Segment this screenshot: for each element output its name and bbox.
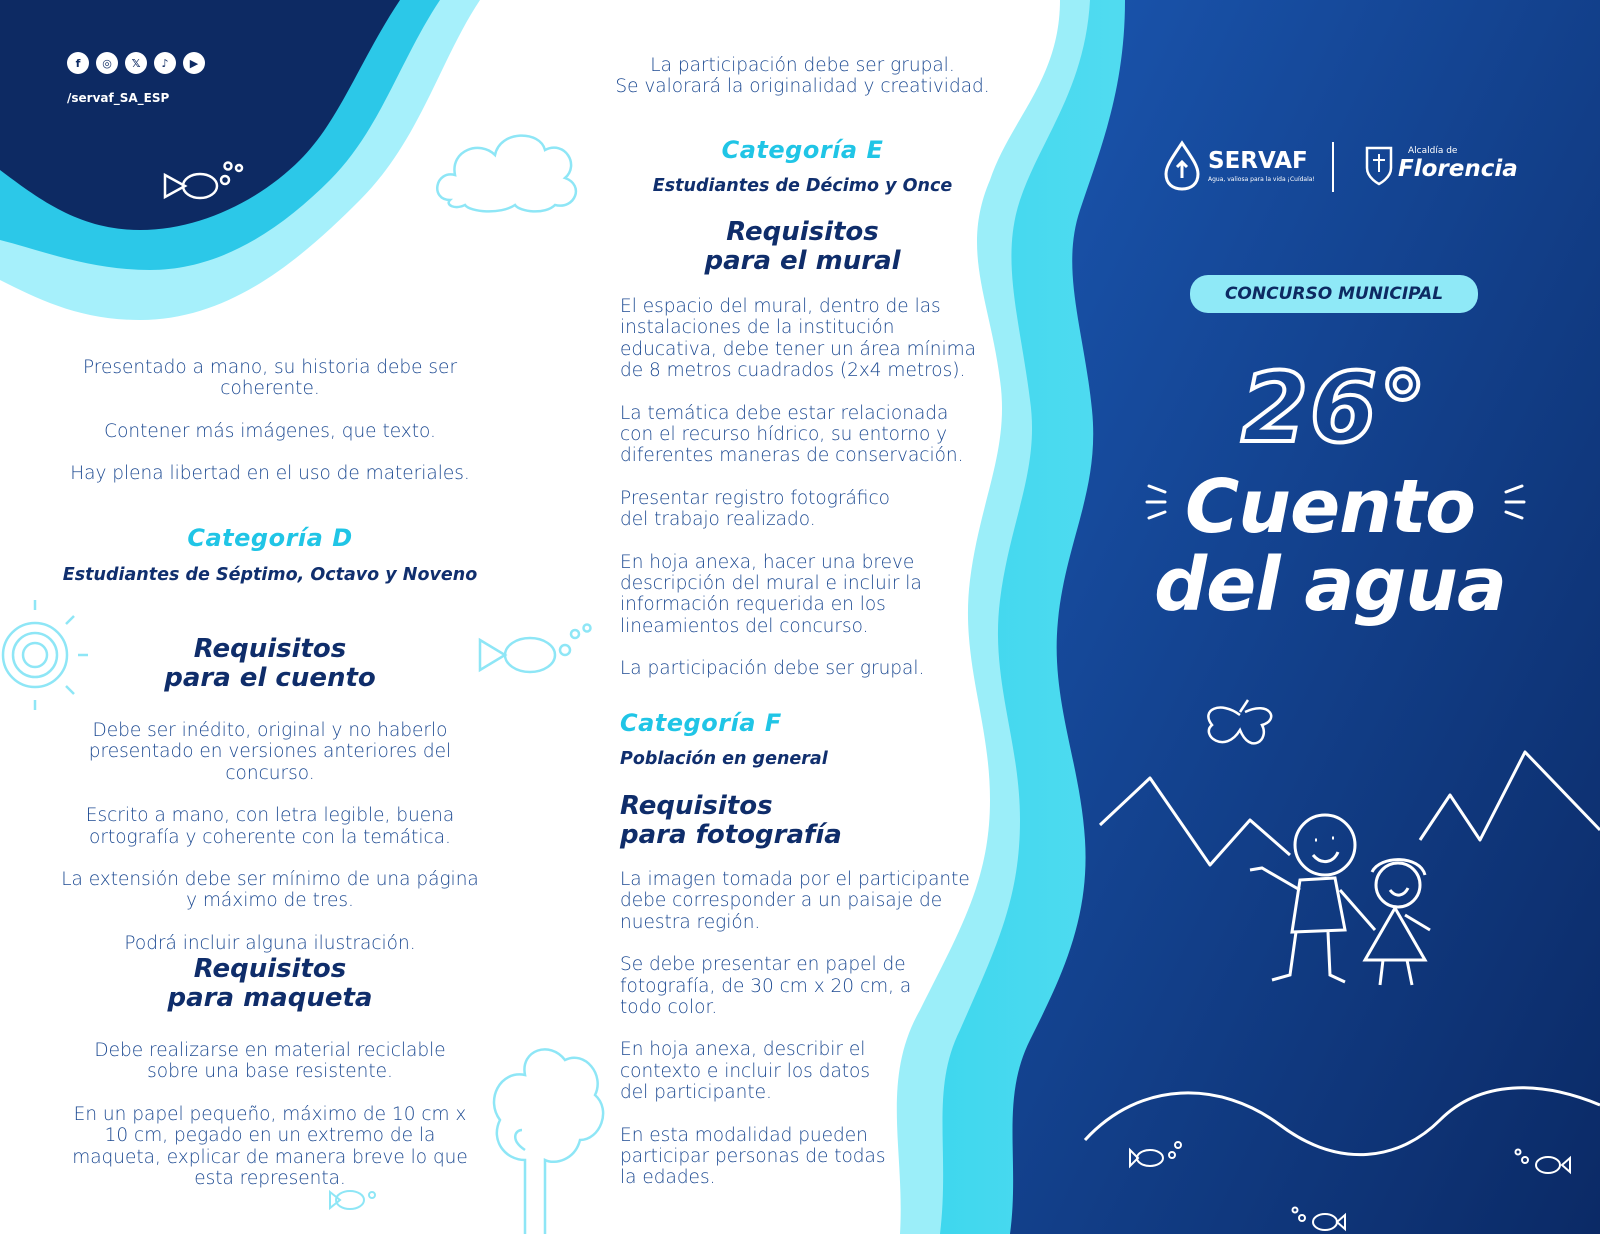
req-foto-item: En esta modalidad pueden participar personas de todas la edades. — [620, 1124, 886, 1189]
servaf-tagline: Agua, valiosa para la vida ¡Cuídala! — [1208, 176, 1315, 183]
left-intro — [60, 357, 480, 485]
req-maqueta-heading — [60, 955, 480, 1013]
req-maqueta-line2: para maqueta — [167, 983, 373, 1013]
servaf-name: SERVAF — [1208, 148, 1308, 174]
water-drop-icon — [1160, 140, 1204, 192]
req-maqueta-item: En un papel pequeño, máximo de 10 cm x 10 cm, pegado en un extremo de la maqueta, explicar de manera breve lo que esta representa. — [72, 1103, 468, 1190]
concurso-badge: CONCURSO MUNICIPAL — [1190, 275, 1478, 313]
req-mural-line1: Requisitos — [726, 217, 879, 247]
req-cuento-list — [48, 720, 492, 954]
category-e-subtitle: Estudiantes de Décimo y Once — [652, 176, 953, 196]
req-mural-line2: para el mural — [704, 246, 901, 276]
req-cuento-item: La extensión debe ser mínimo de una página y máximo de tres. — [61, 869, 479, 912]
intro-line: Presentado a mano, su historia debe ser coherente. — [82, 357, 458, 400]
logo-divider — [1332, 142, 1334, 192]
category-e-title: Categoría E — [721, 136, 884, 164]
youtube-icon[interactable]: ▶ — [183, 52, 205, 74]
category-f-title: Categoría F — [620, 709, 782, 737]
req-cuento-line1: Requisitos — [193, 634, 347, 664]
fish-doodle — [480, 625, 591, 673]
req-mural-item: La temática debe estar relacionada con el recurso hídrico, su entorno y diferentes maneras de conservación. — [620, 402, 964, 467]
coat-of-arms-icon — [1362, 142, 1396, 190]
req-maqueta-line1: Requisitos — [193, 954, 347, 984]
small-fish-bottom — [330, 1191, 375, 1209]
cover-title-line1: Cuento — [1184, 464, 1476, 550]
facebook-icon[interactable]: f — [67, 52, 89, 74]
req-foto-list — [620, 869, 970, 1189]
tiktok-icon[interactable]: ♪ — [154, 52, 176, 74]
middle-top-line: La participación debe ser grupal. — [650, 55, 955, 76]
req-foto-item: La imagen tomada por el participante debe corresponder a un paisaje de nuestra región. — [620, 869, 970, 933]
cover-title-line2: del agua — [1154, 542, 1506, 628]
req-mural-heading — [600, 218, 1005, 276]
req-cuento-line2: para el cuento — [164, 663, 376, 693]
intro-line: Contener más imágenes, que texto. — [104, 420, 436, 442]
req-cuento-heading — [60, 635, 480, 693]
instagram-icon[interactable]: ◎ — [96, 52, 118, 74]
intro-line: Hay plena libertad en el uso de materiales. — [70, 463, 470, 485]
req-maqueta-item: Debe realizarse en material reciclable sobre una base resistente. — [94, 1040, 446, 1083]
category-d-title: Categoría D — [187, 524, 353, 552]
req-cuento-item: Escrito a mano, con letra legible, buena ortografía y coherente con la temática. — [85, 805, 455, 848]
category-f-subtitle: Población en general — [620, 749, 828, 769]
req-maqueta-list — [60, 1040, 480, 1189]
req-mural-item: Presentar registro fotográfico del trabajo realizado. — [620, 487, 890, 531]
req-foto-item: En hoja anexa, describir el contexto e incluir los datos del participante. — [620, 1039, 870, 1104]
alcaldia-logo — [1362, 142, 1522, 194]
req-foto-line1: Requisitos — [620, 791, 773, 821]
req-foto-heading — [620, 792, 980, 850]
middle-top-line: Se valorará la originalidad y creatividad. — [615, 76, 990, 98]
req-foto-item: Se debe presentar en papel de fotografía, de 30 cm x 20 cm, a todo color. — [620, 954, 912, 1019]
tree-doodle — [494, 1049, 603, 1234]
x-icon[interactable]: 𝕏 — [125, 52, 147, 74]
alcaldia-name: Florencia — [1398, 156, 1518, 182]
servaf-logo — [1160, 140, 1315, 196]
cloud-doodle — [437, 136, 576, 212]
req-foto-line2: para fotografía — [620, 820, 842, 850]
req-cuento-item: Podrá incluir alguna ilustración. — [124, 932, 416, 954]
req-mural-item: En hoja anexa, hacer una breve descripción del mural e incluir la información requerida en los lineamientos del concurso. — [620, 551, 922, 637]
edition-number: 26° — [1241, 352, 1429, 464]
req-cuento-item: Debe ser inédito, original y no haberlo presentado en versiones anteriores del concurso. — [88, 720, 452, 784]
category-d-subtitle: Estudiantes de Séptimo, Octavo y Noveno — [62, 565, 478, 585]
alcaldia-small-label: Alcaldía de — [1408, 146, 1458, 156]
social-icons — [67, 52, 205, 74]
req-mural-item: La participación debe ser grupal. — [620, 658, 925, 680]
cover-title — [1110, 464, 1550, 628]
req-mural-list — [620, 296, 980, 680]
middle-top-lines — [600, 55, 1005, 98]
req-mural-item: El espacio del mural, dentro de las instalaciones de la institución educativa, debe tener un área mínima de 8 metros cuadrados (2x4 metros). — [620, 296, 977, 382]
social-handle: /servaf_SA_ESP — [67, 91, 170, 105]
